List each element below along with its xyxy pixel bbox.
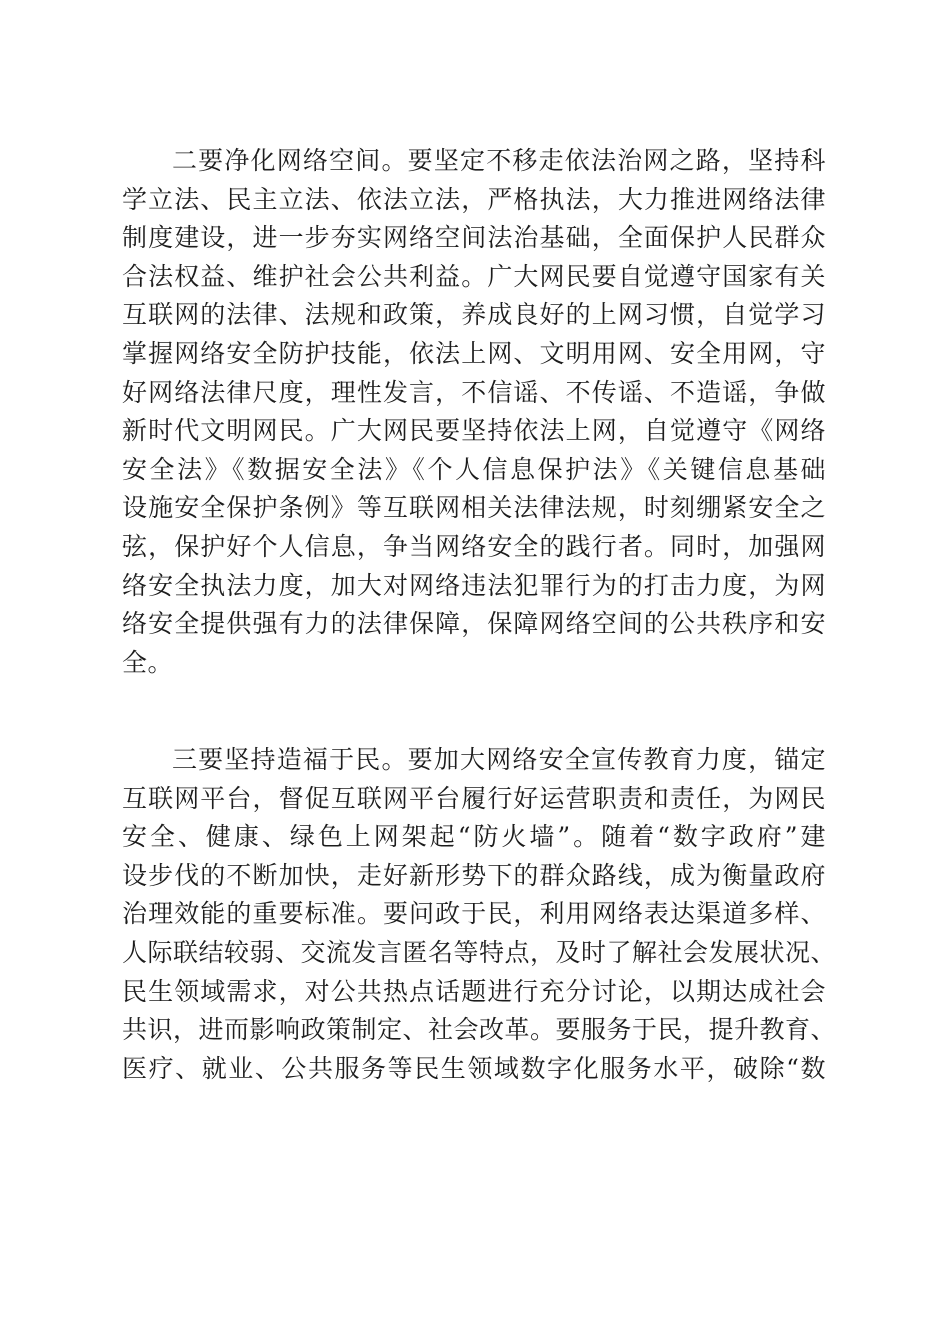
text-line: 医疗、就业、公共服务等民生领域数字化服务水平，破除“数 (122, 1053, 826, 1083)
text-line: 设施安全保护条例》等互联网相关法律法规，时刻绷紧安全之 (122, 493, 826, 523)
text-line: 共识，进而影响政策制定、社会改革。要服务于民，提升教育、 (122, 1015, 837, 1045)
text-line: 人际联结较弱、交流发言匿名等特点，及时了解社会发展状况、 (122, 937, 837, 967)
text-line: 互联网平台，督促互联网平台履行好运营职责和责任，为网民 (122, 783, 826, 813)
text-line: 三要坚持造福于民。要加大网络安全宣传教育力度，锚定 (172, 745, 826, 774)
text-line: 二要净化网络空间。要坚定不移走依法治网之路，坚持科 (172, 146, 826, 175)
text-line: 全。 (122, 647, 174, 677)
text-line: 新时代文明网民。广大网民要坚持依法上网，自觉遵守《网络 (122, 416, 826, 446)
text-line: 制度建设，进一步夯实网络空间法治基础，全面保护人民群众 (122, 223, 826, 253)
text-line: 安全法》《数据安全法》《个人信息保护法》《关键信息基础 (122, 454, 826, 484)
text-line: 络安全提供强有力的法律保障，保障网络空间的公共秩序和安 (122, 609, 826, 639)
text-line: 学立法、民主立法、依法立法，严格执法，大力推进网络法律 (122, 184, 826, 214)
paragraph-purify-cyberspace (122, 142, 826, 682)
text-line: 合法权益、维护社会公共利益。广大网民要自觉遵守国家有关 (122, 261, 826, 291)
text-line: 治理效能的重要标准。要问政于民，利用网络表达渠道多样、 (122, 899, 826, 929)
text-line: 好网络法律尺度，理性发言，不信谣、不传谣、不造谣，争做 (122, 377, 826, 407)
paragraph-benefit-people (122, 741, 837, 1088)
text-line: 络安全执法力度，加大对网络违法犯罪行为的打击力度，为网 (122, 570, 826, 600)
text-line: 掌握网络安全防护技能，依法上网、文明用网、安全用网，守 (122, 338, 826, 368)
text-line: 互联网的法律、法规和政策，养成良好的上网习惯，自觉学习 (122, 300, 826, 330)
text-line: 民生领域需求，对公共热点话题进行充分讨论，以期达成社会 (122, 976, 826, 1006)
text-line: 弦，保护好个人信息，争当网络安全的践行者。同时，加强网 (122, 531, 826, 561)
text-line: 设步伐的不断加快，走好新形势下的群众路线，成为衡量政府 (122, 860, 826, 890)
text-line: 安全、健康、绿色上网架起“防火墙”。随着“数字政府”建 (122, 822, 826, 852)
